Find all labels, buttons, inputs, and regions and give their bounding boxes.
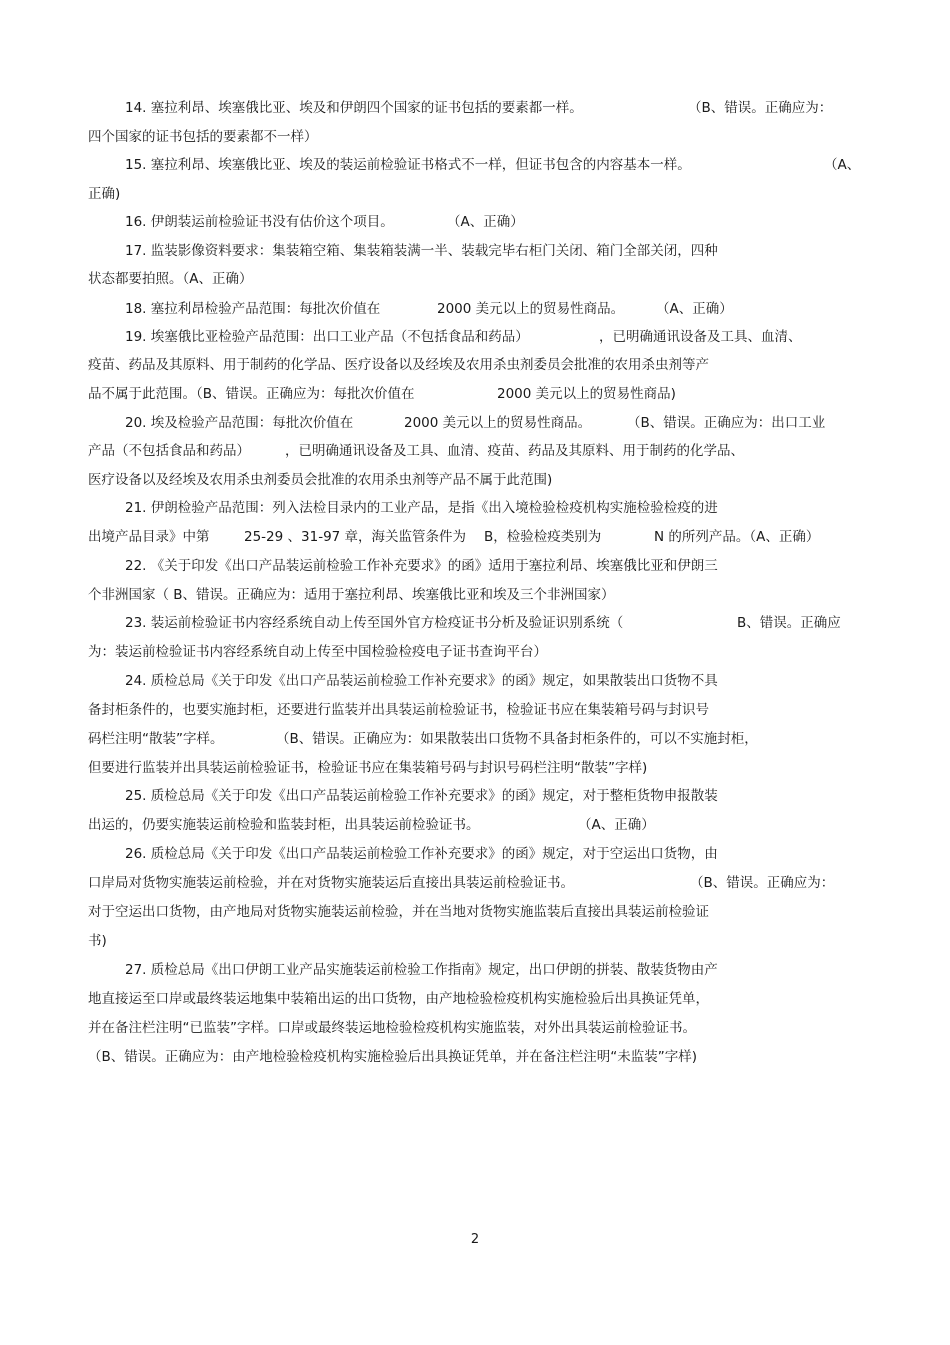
text-segment: 26. 质检总局《关于印发《出口产品装运前检验工作补充要求》的函》规定，对于空运出口货物，由 xyxy=(125,846,718,862)
text-segment: 20. 埃及检验产品范围：每批次价值在 xyxy=(125,415,354,431)
text-segment: （B、错误。正确应为：如果散装出口货物不具备封柜条件的，可以不实施封柜， xyxy=(276,731,758,747)
text-line xyxy=(0,382,950,406)
text-segment: 正确) xyxy=(88,186,121,202)
text-line xyxy=(0,496,950,520)
text-line xyxy=(0,813,950,837)
text-line xyxy=(0,210,950,234)
text-segment: 并在备注栏注明“已监装”字样。口岸或最终装运地检验检疫机构实施监装，对外出具装运前检验证书。 xyxy=(88,1020,696,1036)
text-segment: 16. 伊朗装运前检验证书没有估价这个项目。 xyxy=(125,214,394,230)
text-segment: 口岸局对货物实施装运前检验，并在对货物实施装运后直接出具装运前检验证书。 xyxy=(88,875,574,891)
text-line xyxy=(0,784,950,808)
text-segment: ，已明确通讯设备及工具、血清、疫苗、药品及其原料、用于制药的化学品、 xyxy=(285,443,744,459)
text-segment: 14. 塞拉利昂、埃塞俄比亚、埃及和伊朗四个国家的证书包括的要素都一样。 xyxy=(125,100,583,116)
text-segment: （B、错误。正确应为：由产地检验检疫机构实施检验后出具换证凭单，并在备注栏注明“未监装”字样) xyxy=(88,1049,698,1065)
text-segment: ，已明确通讯设备及工具、血清、 xyxy=(599,329,802,345)
text-segment: 2000 美元以上的贸易性商品。 xyxy=(437,301,625,317)
text-segment: 地直接运至口岸或最终装运地集中装箱出运的出口货物，由产地检验检疫机构实施检验后出具换证凭单， xyxy=(88,991,709,1007)
text-segment: 医疗设备以及经埃及农用杀虫剂委员会批准的农用杀虫剂等产品不属于此范围) xyxy=(88,472,553,488)
text-segment: 对于空运出口货物，由产地局对货物实施装运前检验，并在当地对货物实施监装后直接出具装运前检验证 xyxy=(88,904,709,920)
text-line xyxy=(0,958,950,982)
text-line xyxy=(0,439,950,463)
text-line xyxy=(0,239,950,263)
text-line xyxy=(0,583,950,607)
text-segment: 17. 监装影像资料要求：集装箱空箱、集装箱装满一半、装载完毕右柜门关闭、箱门全部关闭，四种 xyxy=(125,243,718,259)
text-segment: 24. 质检总局《关于印发《出口产品装运前检验工作补充要求》的函》规定，如果散装出口货物不具 xyxy=(125,673,718,689)
text-line xyxy=(0,1045,950,1069)
text-line xyxy=(0,325,950,349)
text-segment: 产品（不包括食品和药品） xyxy=(88,443,250,459)
text-segment: 状态都要拍照。（A、正确） xyxy=(88,271,253,287)
text-segment: （B、错误。正确应为： xyxy=(688,100,833,116)
text-line xyxy=(0,929,950,953)
text-segment: 22. 《关于印发《出口产品装运前检验工作补充要求》的函》适用于塞拉利昂、埃塞俄比亚和伊朗三 xyxy=(125,558,718,574)
text-segment: 备封柜条件的，也要实施封柜，还要进行监装并出具装运前检验证书，检验证书应在集装箱号码与封识号 xyxy=(88,702,709,718)
text-segment: 2000 美元以上的贸易性商品。 xyxy=(404,415,592,431)
text-line xyxy=(0,842,950,866)
text-segment: 21. 伊朗检验产品范围：列入法检目录内的工业产品，是指《出入境检验检疫机构实施检验检疫的进 xyxy=(125,500,718,516)
text-segment: 码栏注明“散装”字样。 xyxy=(88,731,224,747)
text-segment: 四个国家的证书包括的要素都不一样） xyxy=(88,129,318,145)
text-segment: 出境产品目录》中第 xyxy=(88,529,210,545)
text-segment: 18. 塞拉利昂检验产品范围：每批次价值在 xyxy=(125,301,381,317)
text-segment: B，检验检疫类别为 xyxy=(484,529,602,545)
text-segment: （A、正确） xyxy=(447,214,524,230)
text-segment: 为：装运前检验证书内容经系统自动上传至中国检验检疫电子证书查询平台） xyxy=(88,644,547,660)
text-segment: 23. 装运前检验证书内容经系统自动上传至国外官方检疫证书分析及验证识别系统（ xyxy=(125,615,624,631)
text-line xyxy=(0,182,950,206)
text-segment: 2000 美元以上的贸易性商品) xyxy=(497,386,676,402)
text-segment: 出运的，仍要实施装运前检验和监装封柜，出具装运前检验证书。 xyxy=(88,817,480,833)
text-line xyxy=(0,125,950,149)
text-line xyxy=(0,267,950,291)
page-number: 2 xyxy=(470,1232,480,1247)
text-segment: 25. 质检总局《关于印发《出口产品装运前检验工作补充要求》的函》规定，对于整柜货物申报散装 xyxy=(125,788,718,804)
text-line xyxy=(0,297,950,321)
text-line xyxy=(0,756,950,780)
text-segment: （B、错误。正确应为： xyxy=(690,875,835,891)
text-segment: （A、 xyxy=(824,157,861,173)
text-line xyxy=(0,987,950,1011)
text-segment: 书) xyxy=(88,933,107,949)
text-line xyxy=(0,353,950,377)
text-line xyxy=(0,727,950,751)
text-line xyxy=(0,698,950,722)
text-segment: 但要进行监装并出具装运前检验证书，检验证书应在集装箱号码与封识号码栏注明“散装”字样) xyxy=(88,760,648,776)
text-line xyxy=(0,411,950,435)
text-line xyxy=(0,525,950,549)
text-segment: （B、错误。正确应为：出口工业 xyxy=(627,415,826,431)
text-segment: 27. 质检总局《出口伊朗工业产品实施装运前检验工作指南》规定，出口伊朗的拼装、散装货物由产 xyxy=(125,962,718,978)
text-segment: （A、正确） xyxy=(656,301,733,317)
text-segment: （A、正确） xyxy=(578,817,655,833)
text-segment: 15. 塞拉利昂、埃塞俄比亚、埃及的装运前检验证书格式不一样，但证书包含的内容基本一样。 xyxy=(125,157,691,173)
text-line xyxy=(0,871,950,895)
text-segment: 25-29 、31-97 章，海关监管条件为 xyxy=(244,529,467,545)
text-line xyxy=(0,1016,950,1040)
text-line xyxy=(0,611,950,635)
text-line xyxy=(0,554,950,578)
text-segment: 疫苗、药品及其原料、用于制药的化学品、医疗设备以及经埃及农用杀虫剂委员会批准的农用杀虫剂等产 xyxy=(88,357,709,373)
text-segment: B、错误。正确应 xyxy=(737,615,841,631)
text-segment: 品不属于此范围。（B、错误。正确应为：每批次价值在 xyxy=(88,386,415,402)
text-line xyxy=(0,640,950,664)
text-line xyxy=(0,669,950,693)
text-line xyxy=(0,900,950,924)
text-line xyxy=(0,96,950,120)
text-segment: 个非洲国家（ B、错误。正确应为：适用于塞拉利昂、埃塞俄比亚和埃及三个非洲国家） xyxy=(88,587,615,603)
text-line xyxy=(0,468,950,492)
text-line xyxy=(0,153,950,177)
text-segment: 19. 埃塞俄比亚检验产品范围：出口工业产品（不包括食品和药品） xyxy=(125,329,529,345)
text-segment: N 的所列产品。（A、正确） xyxy=(654,529,820,545)
